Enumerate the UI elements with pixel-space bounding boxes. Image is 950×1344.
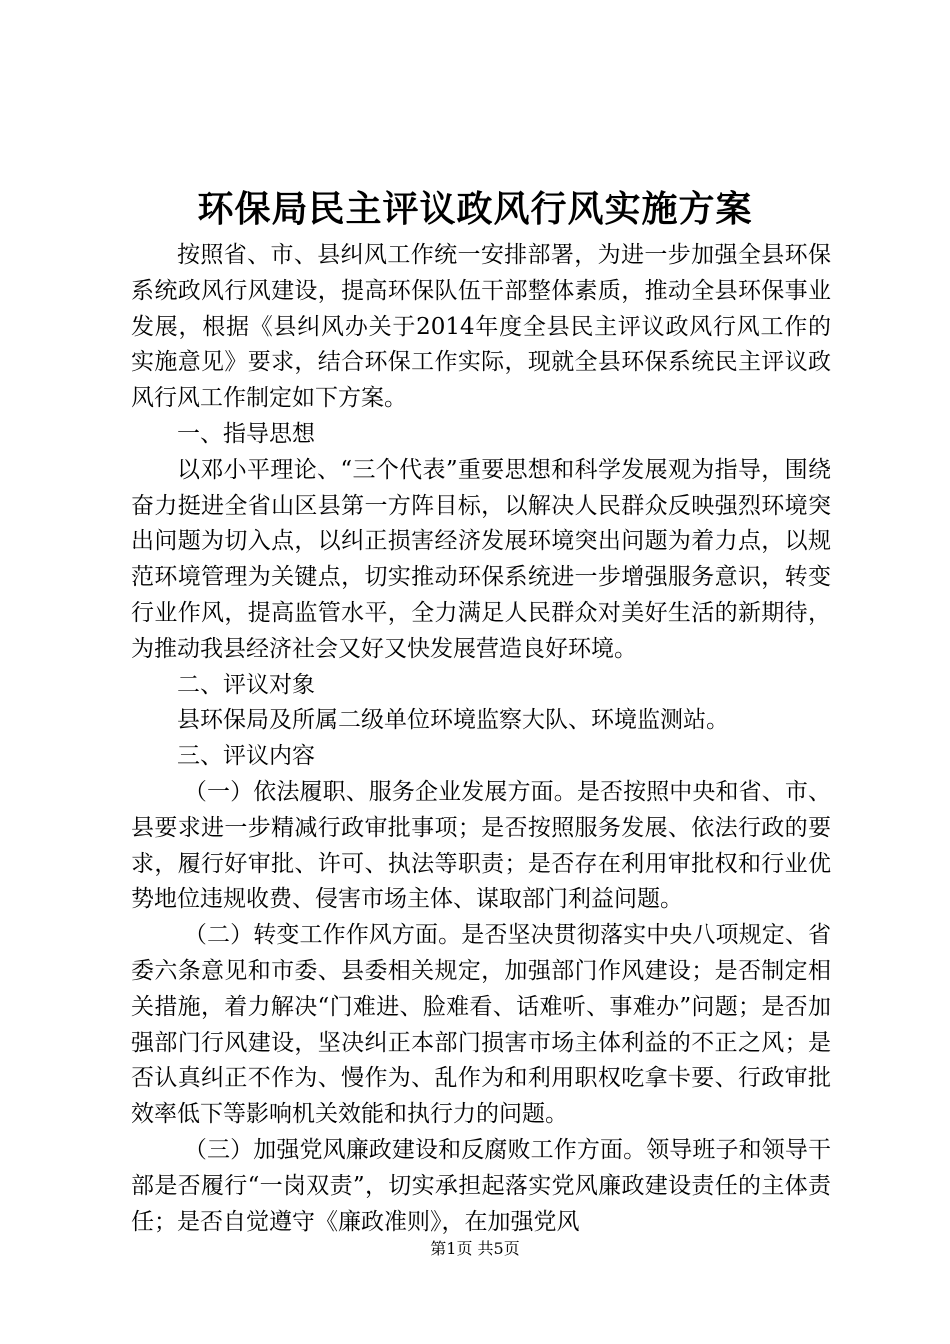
- section-heading-guiding-ideology: 一、指导思想: [177, 420, 315, 447]
- review-content-item-3: （三）加强党风廉政建设和反腐败工作方面。领导班子和领导干部是否履行“一岗双责”，切实承担起落实党风廉政建设责任的主体责任；是否自觉遵守《廉政准则》，在加强党风: [131, 1136, 831, 1235]
- review-content-item-2: （二）转变工作作风方面。是否坚决贯彻落实中央八项规定、省委六条意见和市委、县委相关规定，加强部门作风建设；是否制定相关措施，着力解决“门难进、脸难看、话难听、事难办”问题；是否加强部门行风建设，坚决纠正本部门损害市场主体利益的不正之风；是否认真纠正不作为、慢作为、乱作为和利用职权吃拿卡要、行政审批效率低下等影响机关效能和执行力的问题。: [131, 922, 831, 1128]
- intro-paragraph: 按照省、市、县纠风工作统一安排部署，为进一步加强全县环保系统政风行风建设，提高环保队伍干部整体素质，推动全县环保事业发展，根据《县纠风办关于2014年度全县民主评议政风行风工作的实施意见》要求，结合环保工作实际，现就全县环保系统民主评议政风行风工作制定如下方案。: [131, 242, 831, 412]
- document-body: [131, 238, 831, 1240]
- section-heading-review-content: 三、评议内容: [177, 743, 315, 770]
- review-content-item-1: （一）依法履职、服务企业发展方面。是否按照中央和省、市、县要求进一步精减行政审批事项；是否按照服务发展、依法行政的要求，履行好审批、许可、执法等职责；是否存在利用审批权和行业优势地位违规收费、侵害市场主体、谋取部门利益问题。: [131, 778, 831, 913]
- page-number-footer: 第1页 共5页: [430, 1239, 520, 1258]
- review-target-paragraph: 县环保局及所属二级单位环境监察大队、环境监测站。: [177, 707, 729, 734]
- document-title: 环保局民主评议政风行风实施方案: [197, 188, 753, 230]
- guiding-ideology-paragraph: 以邓小平理论、“三个代表”重要思想和科学发展观为指导，围绕奋力挺进全省山区县第一方阵目标，以解决人民群众反映强烈环境突出问题为切入点，以纠正损害经济发展环境突出问题为着力点，以规范环境管理为关键点，切实推动环保系统进一步增强服务意识，转变行业作风，提高监管水平，全力满足人民群众对美好生活的新期待，为推动我县经济社会又好又快发展营造良好环境。: [131, 456, 831, 662]
- section-heading-review-target: 二、评议对象: [177, 671, 315, 698]
